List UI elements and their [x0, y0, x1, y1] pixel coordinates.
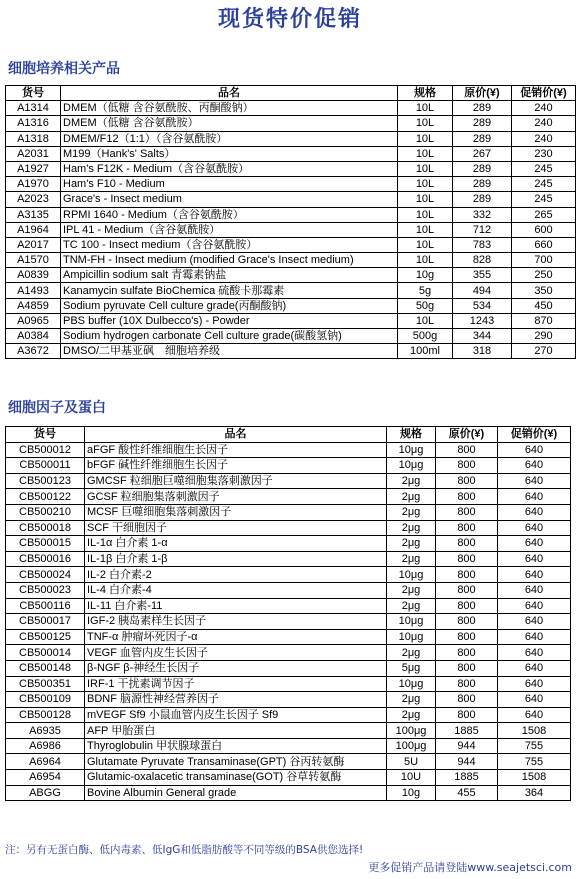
- sku-cell: A0965: [6, 313, 61, 328]
- original-price-cell: 800: [436, 660, 498, 676]
- promo-price-cell: 700: [512, 253, 576, 268]
- promo-price-cell: 364: [498, 785, 571, 801]
- product-row: [6, 458, 571, 474]
- spec-cell: 2μg: [387, 489, 436, 505]
- promo-price-cell: 755: [498, 754, 571, 770]
- sku-cell: A1964: [6, 222, 61, 237]
- original-price-cell: 289: [453, 116, 512, 131]
- product-row: [6, 629, 571, 645]
- product-name-cell: DMEM/F12（1:1）（含谷氨酰胺）: [61, 131, 398, 146]
- product-row: [6, 344, 576, 359]
- product-row: [6, 101, 576, 116]
- sku-cell: CB500351: [6, 676, 85, 692]
- promo-price-cell: 640: [498, 707, 571, 723]
- spec-cell: 2μg: [387, 707, 436, 723]
- spec-cell: 10μg: [387, 567, 436, 583]
- sku-cell: CB500210: [6, 504, 85, 520]
- original-price-cell: 800: [436, 692, 498, 708]
- original-price-cell: 800: [436, 676, 498, 692]
- promo-price-cell: 240: [512, 131, 576, 146]
- header-promo-price: 促销价(¥): [498, 427, 571, 443]
- product-name-cell: IL-2 白介素-2: [85, 567, 387, 583]
- promo-price-cell: 250: [512, 268, 576, 283]
- original-price-cell: 455: [436, 785, 498, 801]
- product-name-cell: MCSF 巨噬细胞集落刺激因子: [85, 504, 387, 520]
- product-name-cell: Sodium pyruvate Cell culture grade(丙酮酸钠): [61, 298, 398, 313]
- product-name-cell: IL-4 白介素-4: [85, 582, 387, 598]
- header-spec: 规格: [387, 427, 436, 443]
- header-original-price: 原价(¥): [453, 86, 512, 101]
- original-price-cell: 1885: [436, 770, 498, 786]
- original-price-cell: 800: [436, 551, 498, 567]
- product-name-cell: IRF-1 干扰素调节因子: [85, 676, 387, 692]
- spec-cell: 10g: [387, 785, 436, 801]
- header-promo-price: 促销价(¥): [512, 86, 576, 101]
- spec-cell: 10μg: [387, 629, 436, 645]
- original-price-cell: 712: [453, 222, 512, 237]
- spec-cell: 5U: [387, 754, 436, 770]
- sku-cell: A4859: [6, 298, 61, 313]
- product-name-cell: AFP 甲胎蛋白: [85, 723, 387, 739]
- product-row: [6, 237, 576, 252]
- promo-price-cell: 640: [498, 582, 571, 598]
- sku-cell: CB500014: [6, 645, 85, 661]
- header-spec: 规格: [398, 86, 453, 101]
- section-heading-cell-culture: 细胞培养相关产品: [8, 61, 120, 77]
- product-row: [6, 598, 571, 614]
- original-price-cell: 800: [436, 536, 498, 552]
- spec-cell: 5g: [398, 283, 453, 298]
- product-row: [6, 614, 571, 630]
- promo-price-cell: 640: [498, 473, 571, 489]
- product-row: [6, 473, 571, 489]
- product-name-cell: DMEM（低糖 含谷氨酰胺）: [61, 116, 398, 131]
- sku-cell: CB500122: [6, 489, 85, 505]
- original-price-cell: 289: [453, 101, 512, 116]
- product-row: [6, 754, 571, 770]
- spec-cell: 10L: [398, 177, 453, 192]
- spec-cell: 10L: [398, 161, 453, 176]
- product-row: [6, 192, 576, 207]
- original-price-cell: 1885: [436, 723, 498, 739]
- spec-cell: 10L: [398, 192, 453, 207]
- spec-cell: 10μg: [387, 442, 436, 458]
- product-row: [6, 177, 576, 192]
- original-price-cell: 800: [436, 504, 498, 520]
- product-name-cell: Glutamate Pyruvate Transaminase(GPT) 谷丙转氨酶: [85, 754, 387, 770]
- product-name-cell: RPMI 1640 - Medium（含谷氨酰胺）: [61, 207, 398, 222]
- original-price-cell: 332: [453, 207, 512, 222]
- page-title: 现货特价促销: [217, 7, 362, 32]
- spec-cell: 2μg: [387, 582, 436, 598]
- footer-note: 注：另有无蛋白酶、低内毒素、低IgG和低脂肪酸等不同等级的BSA供您选择!: [5, 844, 364, 856]
- sku-cell: A6964: [6, 754, 85, 770]
- promo-price-cell: 640: [498, 614, 571, 630]
- sku-cell: A3672: [6, 344, 61, 359]
- product-row: [6, 738, 571, 754]
- promo-price-cell: 640: [498, 536, 571, 552]
- cell-culture-table: [5, 85, 576, 359]
- product-row: [6, 536, 571, 552]
- sku-cell: A0839: [6, 268, 61, 283]
- sku-cell: CB500024: [6, 567, 85, 583]
- product-row: [6, 131, 576, 146]
- product-row: [6, 504, 571, 520]
- product-name-cell: VEGF 血管内皮生长因子: [85, 645, 387, 661]
- promo-price-cell: 1508: [498, 723, 571, 739]
- product-name-cell: DMSO/二甲基亚砜 细胞培养级: [61, 344, 398, 359]
- promo-price-cell: 350: [512, 283, 576, 298]
- spec-cell: 10μg: [387, 676, 436, 692]
- product-name-cell: IL-1β 白介素 1-β: [85, 551, 387, 567]
- product-name-cell: Bovine Albumin General grade: [85, 785, 387, 801]
- sku-cell: A1493: [6, 283, 61, 298]
- sku-cell: A1314: [6, 101, 61, 116]
- original-price-cell: 944: [436, 754, 498, 770]
- sku-cell: CB500123: [6, 473, 85, 489]
- original-price-cell: 800: [436, 473, 498, 489]
- product-row: [6, 582, 571, 598]
- original-price-cell: 944: [436, 738, 498, 754]
- spec-cell: 10U: [387, 770, 436, 786]
- promo-price-cell: 245: [512, 192, 576, 207]
- spec-cell: 10μg: [387, 614, 436, 630]
- sku-cell: CB500016: [6, 551, 85, 567]
- original-price-cell: 355: [453, 268, 512, 283]
- spec-cell: 10L: [398, 313, 453, 328]
- product-row: [6, 116, 576, 131]
- original-price-cell: 800: [436, 489, 498, 505]
- table-header-row: [6, 427, 571, 443]
- product-row: [6, 222, 576, 237]
- original-price-cell: 800: [436, 645, 498, 661]
- product-name-cell: Thyroglobulin 甲状腺球蛋白: [85, 738, 387, 754]
- original-price-cell: 800: [436, 458, 498, 474]
- promo-price-cell: 1508: [498, 770, 571, 786]
- original-price-cell: 800: [436, 567, 498, 583]
- sku-cell: CB500148: [6, 660, 85, 676]
- promo-price-cell: 640: [498, 645, 571, 661]
- spec-cell: 2μg: [387, 598, 436, 614]
- original-price-cell: 800: [436, 520, 498, 536]
- spec-cell: 2μg: [387, 473, 436, 489]
- product-row: [6, 770, 571, 786]
- sku-cell: A6986: [6, 738, 85, 754]
- original-price-cell: 289: [453, 192, 512, 207]
- original-price-cell: 800: [436, 598, 498, 614]
- spec-cell: 10μg: [387, 458, 436, 474]
- spec-cell: 10L: [398, 222, 453, 237]
- cytokine-table: [5, 426, 571, 801]
- promo-price-cell: 265: [512, 207, 576, 222]
- product-name-cell: IL-1α 白介素 1-α: [85, 536, 387, 552]
- spec-cell: 2μg: [387, 551, 436, 567]
- spec-cell: 2μg: [387, 692, 436, 708]
- spec-cell: 10L: [398, 146, 453, 161]
- spec-cell: 10L: [398, 207, 453, 222]
- product-row: [6, 785, 571, 801]
- original-price-cell: 800: [436, 614, 498, 630]
- spec-cell: 50g: [398, 298, 453, 313]
- sku-cell: A2017: [6, 237, 61, 252]
- spec-cell: 10L: [398, 116, 453, 131]
- product-name-cell: TC 100 - Insect medium（含谷氨酰胺）: [61, 237, 398, 252]
- original-price-cell: 800: [436, 442, 498, 458]
- promo-price-cell: 245: [512, 161, 576, 176]
- sku-cell: CB500125: [6, 629, 85, 645]
- original-price-cell: 318: [453, 344, 512, 359]
- product-row: [6, 283, 576, 298]
- product-row: [6, 645, 571, 661]
- sku-cell: ABGG: [6, 785, 85, 801]
- product-name-cell: PBS buffer (10X Dulbecco's) - Powder: [61, 313, 398, 328]
- original-price-cell: 783: [453, 237, 512, 252]
- product-name-cell: aFGF 酸性纤维细胞生长因子: [85, 442, 387, 458]
- more-promotions-link[interactable]: 更多促销产品请登陆www.seajetsci.com: [368, 861, 572, 874]
- spec-cell: 100μg: [387, 723, 436, 739]
- product-name-cell: Kanamycin sulfate BioChemica 硫酸卡那霉素: [61, 283, 398, 298]
- spec-cell: 100ml: [398, 344, 453, 359]
- sku-cell: A1570: [6, 253, 61, 268]
- promo-price-cell: 640: [498, 520, 571, 536]
- spec-cell: 5μg: [387, 660, 436, 676]
- promo-price-cell: 640: [498, 660, 571, 676]
- promo-price-cell: 640: [498, 458, 571, 474]
- sku-cell: A2031: [6, 146, 61, 161]
- header-original-price: 原价(¥): [436, 427, 498, 443]
- promo-price-cell: 450: [512, 298, 576, 313]
- spec-cell: 10L: [398, 101, 453, 116]
- spec-cell: 10L: [398, 237, 453, 252]
- sku-cell: A2023: [6, 192, 61, 207]
- product-name-cell: Sodium hydrogen carbonate Cell culture grade(碳酸氢钠): [61, 329, 398, 344]
- product-row: [6, 567, 571, 583]
- sku-cell: CB500012: [6, 442, 85, 458]
- sku-cell: A1318: [6, 131, 61, 146]
- promo-price-cell: 755: [498, 738, 571, 754]
- product-row: [6, 520, 571, 536]
- product-name-cell: Ham's F12K - Medium（含谷氨酰胺）: [61, 161, 398, 176]
- product-row: [6, 660, 571, 676]
- product-row: [6, 676, 571, 692]
- promo-price-cell: 240: [512, 101, 576, 116]
- sku-cell: A3135: [6, 207, 61, 222]
- original-price-cell: 800: [436, 582, 498, 598]
- original-price-cell: 828: [453, 253, 512, 268]
- product-name-cell: M199（Hank's' Salts）: [61, 146, 398, 161]
- header-sku: 货号: [6, 427, 85, 443]
- header-name: 品名: [61, 86, 398, 101]
- sku-cell: CB500023: [6, 582, 85, 598]
- spec-cell: 2μg: [387, 520, 436, 536]
- promo-price-cell: 640: [498, 676, 571, 692]
- original-price-cell: 800: [436, 629, 498, 645]
- product-name-cell: IGF-2 胰岛素样生长因子: [85, 614, 387, 630]
- original-price-cell: 289: [453, 161, 512, 176]
- product-row: [6, 551, 571, 567]
- original-price-cell: 494: [453, 283, 512, 298]
- promo-price-cell: 230: [512, 146, 576, 161]
- header-sku: 货号: [6, 86, 61, 101]
- spec-cell: 2μg: [387, 536, 436, 552]
- spec-cell: 10L: [398, 131, 453, 146]
- product-row: [6, 146, 576, 161]
- sku-cell: A1970: [6, 177, 61, 192]
- product-row: [6, 161, 576, 176]
- header-name: 品名: [85, 427, 387, 443]
- spec-cell: 10L: [398, 253, 453, 268]
- sku-cell: CB500015: [6, 536, 85, 552]
- product-name-cell: SCF 干细胞因子: [85, 520, 387, 536]
- original-price-cell: 289: [453, 131, 512, 146]
- sku-cell: A6954: [6, 770, 85, 786]
- product-row: [6, 489, 571, 505]
- product-row: [6, 313, 576, 328]
- promo-price-cell: 245: [512, 177, 576, 192]
- promo-price-cell: 870: [512, 313, 576, 328]
- product-name-cell: GMCSF 粒细胞巨噬细胞集落刺激因子: [85, 473, 387, 489]
- original-price-cell: 534: [453, 298, 512, 313]
- product-name-cell: Glutamic-oxalacetic transaminase(GOT) 谷草转氨酶: [85, 770, 387, 786]
- promo-price-cell: 240: [512, 116, 576, 131]
- product-name-cell: Grace's - Insect medium: [61, 192, 398, 207]
- product-row: [6, 268, 576, 283]
- sku-cell: CB500116: [6, 598, 85, 614]
- product-name-cell: DMEM（低糖 含谷氨酰胺、丙酮酸钠）: [61, 101, 398, 116]
- sku-cell: A1316: [6, 116, 61, 131]
- product-row: [6, 692, 571, 708]
- original-price-cell: 1243: [453, 313, 512, 328]
- spec-cell: 2μg: [387, 645, 436, 661]
- promo-price-cell: 640: [498, 551, 571, 567]
- product-row: [6, 253, 576, 268]
- sku-cell: CB500128: [6, 707, 85, 723]
- promo-price-cell: 640: [498, 598, 571, 614]
- product-name-cell: TNF-α 肿瘤坏死因子-α: [85, 629, 387, 645]
- product-row: [6, 329, 576, 344]
- sku-cell: CB500109: [6, 692, 85, 708]
- product-name-cell: Ampicillin sodium salt 青霉素钠盐: [61, 268, 398, 283]
- product-row: [6, 723, 571, 739]
- product-name-cell: mVEGF Sf9 小鼠血管内皮生长因子 Sf9: [85, 707, 387, 723]
- promo-price-cell: 640: [498, 629, 571, 645]
- sku-cell: A6935: [6, 723, 85, 739]
- spec-cell: 10g: [398, 268, 453, 283]
- promo-price-cell: 640: [498, 489, 571, 505]
- sku-cell: A0384: [6, 329, 61, 344]
- product-row: [6, 442, 571, 458]
- promo-price-cell: 600: [512, 222, 576, 237]
- product-name-cell: Ham's F10 - Medium: [61, 177, 398, 192]
- promo-price-cell: 640: [498, 567, 571, 583]
- product-name-cell: BDNF 脑源性神经营养因子: [85, 692, 387, 708]
- product-name-cell: GCSF 粒细胞集落刺激因子: [85, 489, 387, 505]
- spec-cell: 100μg: [387, 738, 436, 754]
- original-price-cell: 267: [453, 146, 512, 161]
- product-name-cell: TNM-FH - Insect medium (modified Grace's Insect medium): [61, 253, 398, 268]
- original-price-cell: 289: [453, 177, 512, 192]
- promo-price-cell: 290: [512, 329, 576, 344]
- promo-price-cell: 270: [512, 344, 576, 359]
- spec-cell: 500g: [398, 329, 453, 344]
- promo-price-cell: 640: [498, 442, 571, 458]
- original-price-cell: 800: [436, 707, 498, 723]
- table-header-row: [6, 86, 576, 101]
- section-heading-cytokines: 细胞因子及蛋白: [8, 400, 106, 416]
- original-price-cell: 344: [453, 329, 512, 344]
- spec-cell: 2μg: [387, 504, 436, 520]
- product-name-cell: IPL 41 - Medium（含谷氨酰胺）: [61, 222, 398, 237]
- product-name-cell: β-NGF β-神经生长因子: [85, 660, 387, 676]
- sku-cell: CB500018: [6, 520, 85, 536]
- promo-price-cell: 660: [512, 237, 576, 252]
- sku-cell: CB500017: [6, 614, 85, 630]
- sku-cell: A1927: [6, 161, 61, 176]
- product-row: [6, 207, 576, 222]
- product-name-cell: bFGF 碱性纤维细胞生长因子: [85, 458, 387, 474]
- product-name-cell: IL-11 白介素-11: [85, 598, 387, 614]
- product-row: [6, 707, 571, 723]
- sku-cell: CB500011: [6, 458, 85, 474]
- product-row: [6, 298, 576, 313]
- promo-price-cell: 640: [498, 504, 571, 520]
- promo-price-cell: 640: [498, 692, 571, 708]
